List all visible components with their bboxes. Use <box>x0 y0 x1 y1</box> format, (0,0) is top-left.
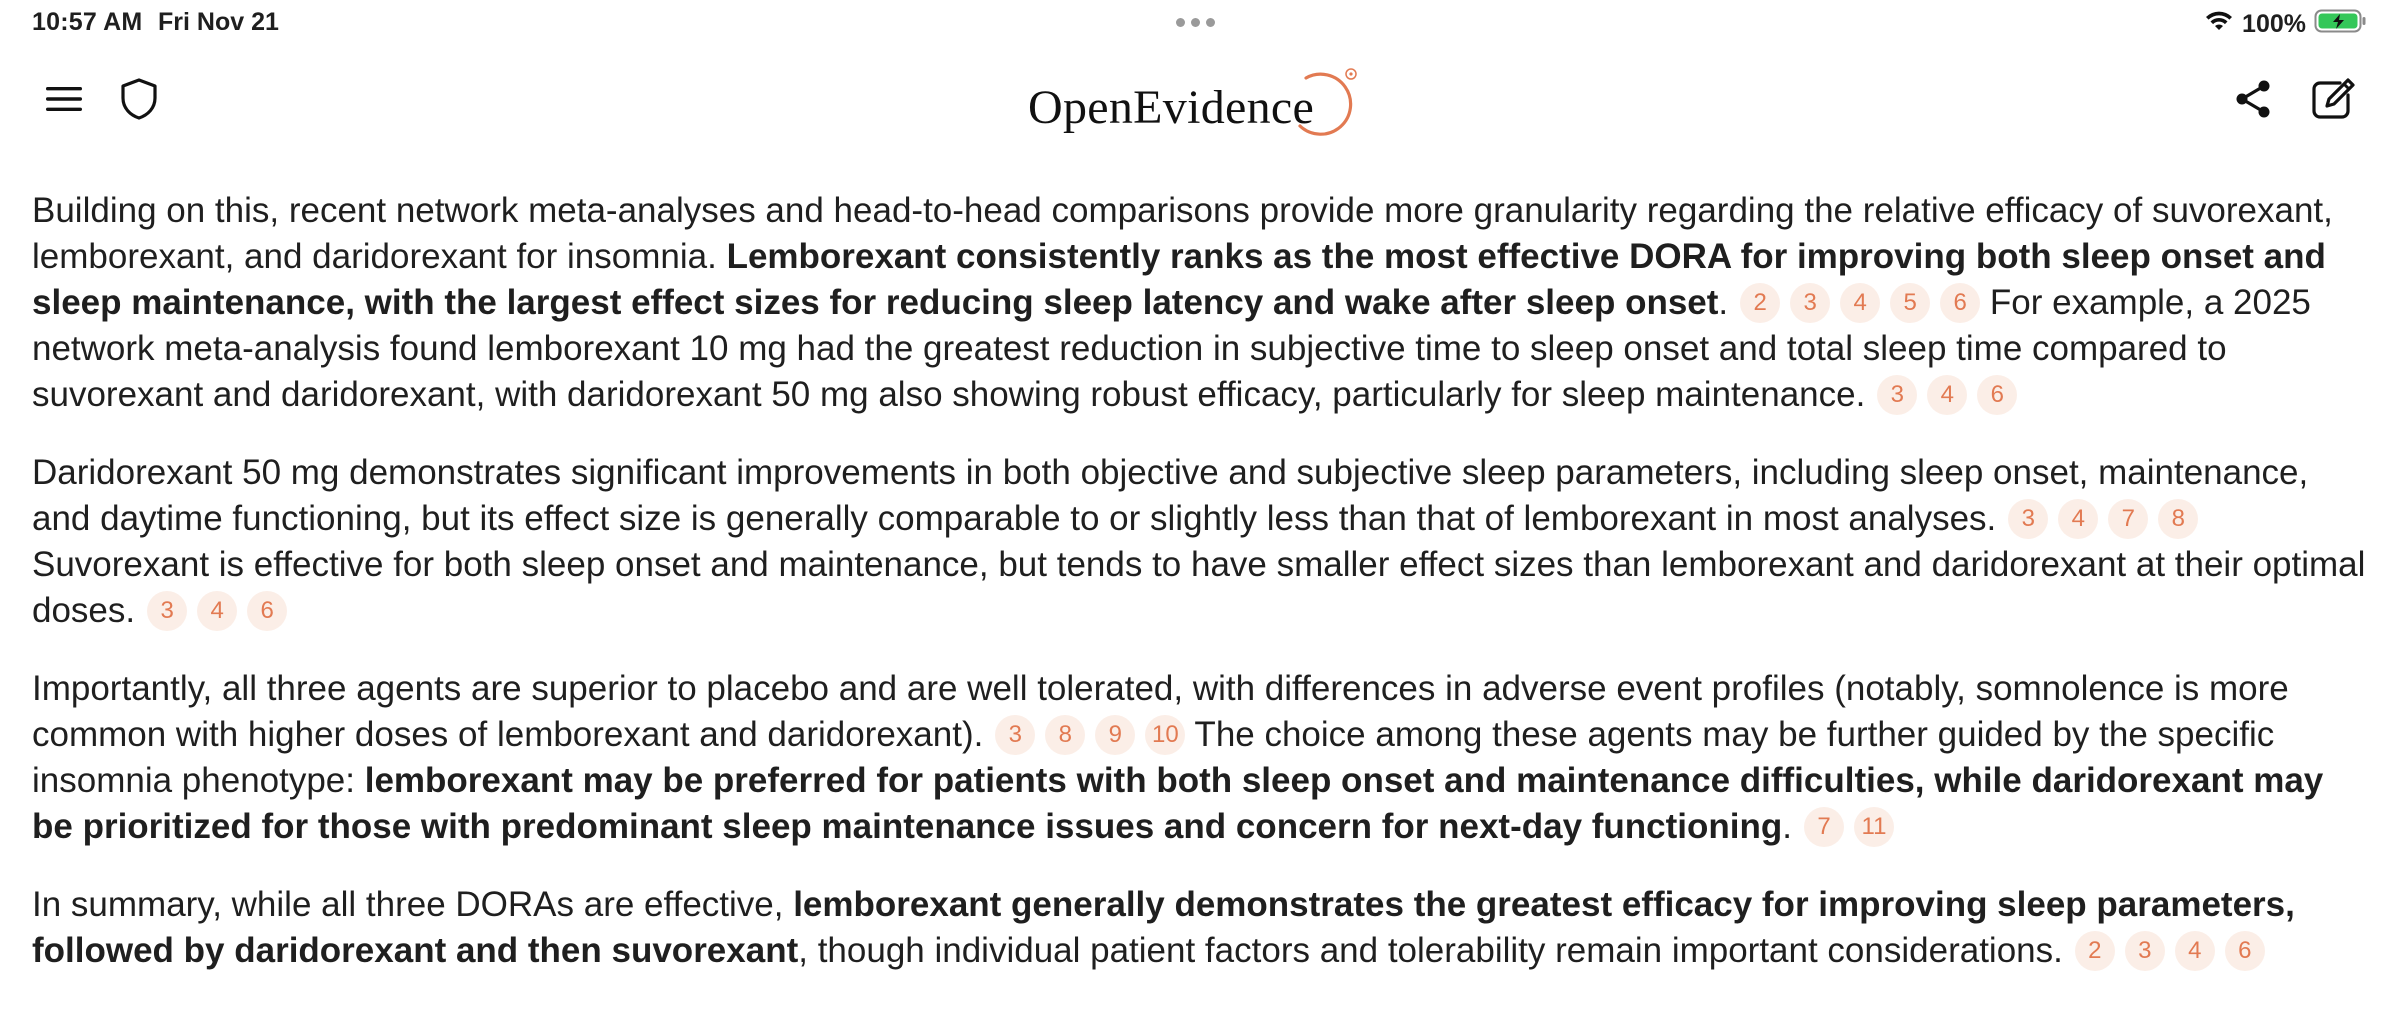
citation-badge[interactable]: 10 <box>1145 715 1185 755</box>
bold-text: lemborexant may be preferred for patients with both sleep onset and maintenance difficulties, while daridorexant may be prioritized for those with predominant sleep maintenance issues and concern for next-day functioning <box>32 761 2324 846</box>
citation-badge[interactable]: 2 <box>1740 283 1780 323</box>
text-span: , though individual patient factors and tolerability remain important considerations. <box>798 931 2063 970</box>
status-date: Fri Nov 21 <box>158 8 279 36</box>
citation-badge[interactable]: 8 <box>2158 499 2198 539</box>
citation-badge[interactable]: 6 <box>1977 375 2017 415</box>
text-span: Daridorexant 50 mg demonstrates significant improvements in both objective and subjective sleep parameters, including sleep onset, maintenance, and daytime functioning, but its effect size is generally comparable to or slightly less than that of lemborexant in most analyses. <box>32 453 2309 538</box>
text-span: Building on this, recent network meta-analyses and head-to-head comparisons provide more granularity regarding the relative efficacy of suvorexant, lemborexant, and daridorexant for insomnia. <box>32 191 2333 276</box>
compose-icon[interactable] <box>2306 72 2360 126</box>
answer-content <box>32 188 2366 1006</box>
wifi-icon <box>2204 9 2234 40</box>
text-span: In summary, while all three DORAs are effective, <box>32 885 794 924</box>
citation-badge[interactable]: 7 <box>1804 807 1844 847</box>
citation-badge[interactable]: 2 <box>2075 931 2115 971</box>
bold-text: Lemborexant consistently ranks as the most effective DORA for improving both sleep onset and sleep maintenance, with the largest effect sizes for reducing sleep latency and wake after sleep onset <box>32 237 2326 322</box>
status-time: 10:57 AM <box>32 8 143 36</box>
citation-badge[interactable]: 3 <box>995 715 1035 755</box>
citation-badge[interactable]: 4 <box>1840 283 1880 323</box>
citation-badge[interactable]: 3 <box>1877 375 1917 415</box>
share-icon[interactable] <box>2226 72 2280 126</box>
battery-charging-icon <box>2314 8 2368 41</box>
logo-text: OpenEvidence <box>1028 81 1315 134</box>
answer-paragraph <box>32 188 2366 418</box>
citation-badge[interactable]: 4 <box>1927 375 1967 415</box>
answer-paragraph <box>32 882 2366 974</box>
status-right <box>2204 8 2368 41</box>
citation-badge[interactable]: 3 <box>2008 499 2048 539</box>
text-span: Importantly, all three agents are superior to placebo and are well tolerated, with differences in adverse event profiles (notably, somnolence is more common with higher doses of lemborexant and daridorexant). <box>32 669 2289 754</box>
text-span: . <box>1718 283 1729 322</box>
citation-badge[interactable]: 7 <box>2108 499 2148 539</box>
text-span: For example, a 2025 network meta-analysis found lemborexant 10 mg had the greatest reduction in subjective time to sleep onset and total sleep time compared to suvorexant and daridorexant, with daridorexant 50 mg also showing robust efficacy, particularly for sleep maintenance. <box>32 283 2311 414</box>
citation-badge[interactable]: 6 <box>2225 931 2265 971</box>
text-span: . <box>1782 807 1792 846</box>
citation-badge[interactable]: 4 <box>197 591 237 631</box>
shield-icon[interactable] <box>112 72 166 126</box>
text-span: The choice among these agents may be further guided by the specific insomnia phenotype: <box>32 715 2275 800</box>
citation-badge[interactable]: 4 <box>2175 931 2215 971</box>
citation-badge[interactable]: 6 <box>247 591 287 631</box>
multitasking-dots-icon[interactable] <box>1176 18 1215 27</box>
citation-badge[interactable]: 3 <box>147 591 187 631</box>
citation-badge[interactable]: 6 <box>1940 283 1980 323</box>
citation-badge[interactable]: 9 <box>1095 715 1135 755</box>
citation-badge[interactable]: 8 <box>1045 715 1085 755</box>
citation-badge[interactable]: 3 <box>2125 931 2165 971</box>
answer-paragraph <box>32 450 2366 634</box>
status-bar <box>0 0 2388 46</box>
battery-percent: 100% <box>2242 10 2306 38</box>
menu-icon[interactable] <box>37 72 91 126</box>
citation-badge[interactable]: 4 <box>2058 499 2098 539</box>
bold-text: lemborexant generally demonstrates the greatest efficacy for improving sleep parameters, followed by daridorexant and then suvorexant <box>32 885 2295 970</box>
openevidence-logo <box>1028 66 1368 136</box>
citation-badge[interactable]: 11 <box>1854 807 1894 847</box>
citation-badge[interactable]: 5 <box>1890 283 1930 323</box>
app-header <box>0 46 2388 150</box>
citation-badge[interactable]: 3 <box>1790 283 1830 323</box>
text-span: Suvorexant is effective for both sleep onset and maintenance, but tends to have smaller effect sizes than lemborexant and daridorexant at their optimal doses. <box>32 545 2366 630</box>
answer-paragraph <box>32 666 2366 850</box>
logo-ring-icon <box>1278 66 1368 136</box>
